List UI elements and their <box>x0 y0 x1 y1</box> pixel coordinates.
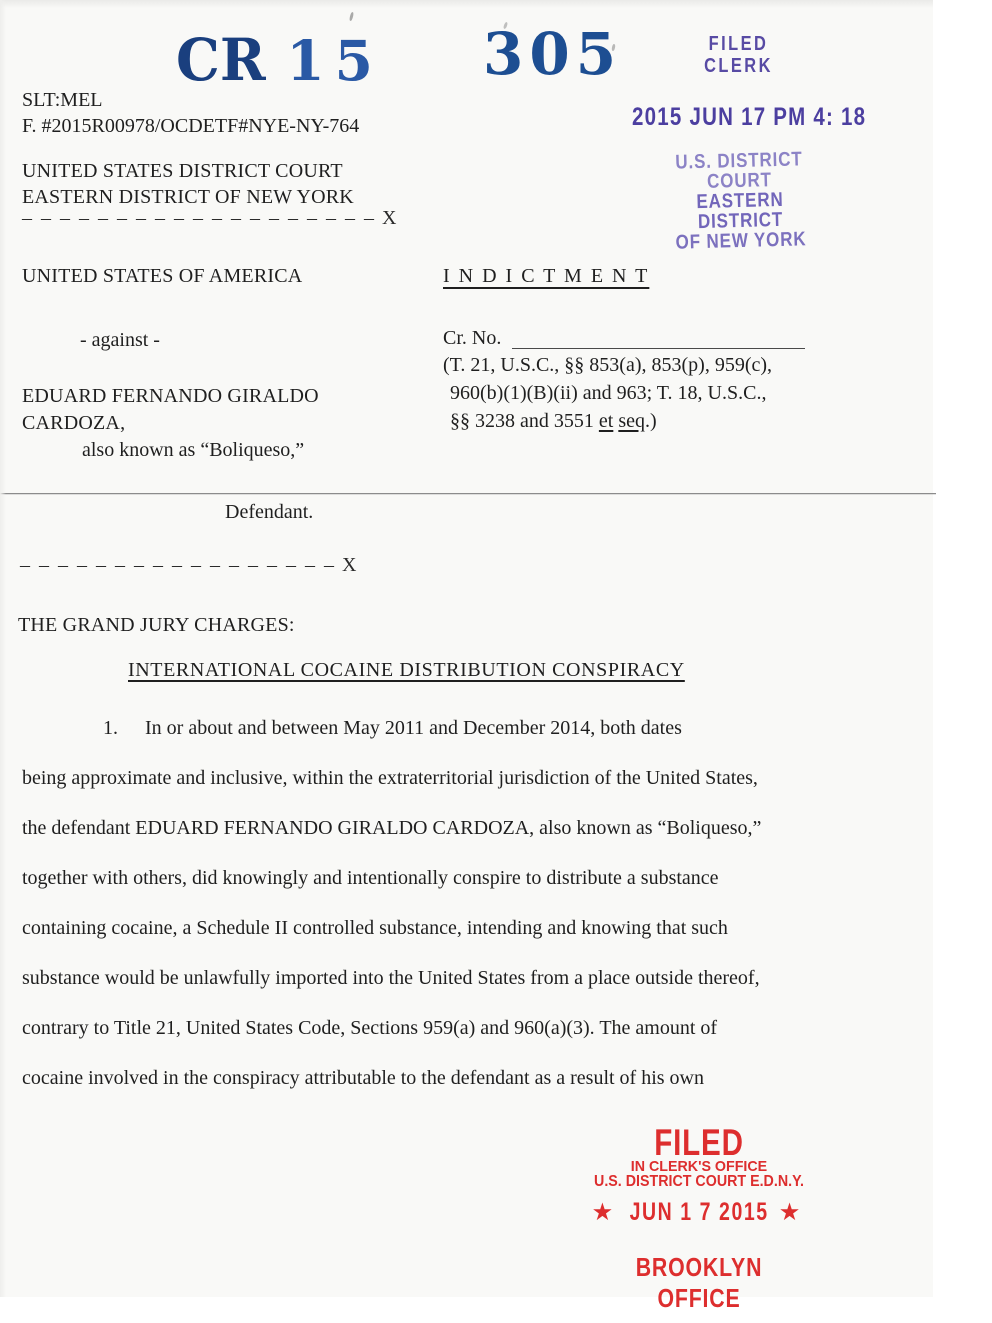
paragraph-number: 1. <box>103 717 118 739</box>
separator-dashes: – – – – – – – – – – – – – – – – – – – <box>22 207 374 229</box>
statute-citation-line3 <box>450 409 657 434</box>
scan-artifact <box>349 12 354 21</box>
filed-stamp-date-row <box>583 1198 815 1227</box>
cr-no-blank-line <box>512 330 805 349</box>
filed-stamp-line1: IN CLERK'S OFFICE <box>630 1158 768 1175</box>
cr-no-label: Cr. No. <box>443 327 502 349</box>
statute-citation-line1: (T. 21, U.S.C., §§ 853(a), 853(p), 959(c), <box>443 354 773 376</box>
star-icon: ★ <box>780 1201 799 1224</box>
body-line: the defendant EDUARD FERNANDO GIRALDO CARDOZA, also known as “Boliqueso,” <box>22 817 762 839</box>
body-line: substance would be unlawfully imported into the United States from a place outside thereof, <box>22 967 760 989</box>
separator-x: X <box>382 207 397 229</box>
district-court-stamp-line1: U.S. DISTRICT COURT <box>675 148 803 193</box>
statute-seq: seq <box>618 410 645 432</box>
case-file-number: F. #2015R00978/OCDETF#NYE-NY-764 <box>22 115 360 137</box>
indictment-title: I N D I C T M E N T <box>443 265 650 287</box>
clerk-datetime-stamp: 2015 JUN 17 PM 4: 18 <box>632 103 867 131</box>
body-line-text: In or about and between May 2011 and December 2014, both dates <box>145 717 682 739</box>
filed-stamp-title: FILED <box>654 1122 744 1163</box>
body-line: being approximate and inclusive, within the extraterritorial jurisdiction of the United States, <box>22 767 758 789</box>
cr-docket-prefix: CR <box>176 26 266 94</box>
count-title: INTERNATIONAL COCAINE DISTRIBUTION CONSPIRACY <box>128 659 685 681</box>
caption-separator-bottom <box>20 553 356 578</box>
attorney-initials: SLT:MEL <box>22 89 103 111</box>
defendant-name-line1: EDUARD FERNANDO GIRALDO <box>22 385 319 407</box>
district-court-stamp <box>635 148 846 253</box>
body-line: contrary to Title 21, United States Code, Sections 959(a) and 960(a)(3). The amount of <box>22 1017 718 1039</box>
district-court-stamp-line3: OF NEW YORK <box>675 228 807 254</box>
filed-stamp-line2: U.S. DISTRICT COURT E.D.N.Y. <box>594 1173 804 1190</box>
caption-separator-top <box>22 206 396 231</box>
scan-crease-line <box>0 493 936 494</box>
statute-citation-close: .) <box>645 410 657 432</box>
filed-clerk-stamp <box>676 33 801 77</box>
separator-x: X <box>342 554 357 576</box>
grand-jury-heading: THE GRAND JURY CHARGES: <box>18 614 295 636</box>
defendant-alias: also known as “Boliqueso,” <box>82 439 305 461</box>
filed-stamp-office: BROOKLYN OFFICE <box>635 1252 763 1313</box>
district-court-stamp-line2: EASTERN DISTRICT <box>696 188 784 234</box>
body-line: cocaine involved in the conspiracy attributable to the defendant as a result of his own <box>22 1067 705 1089</box>
docket-number-stamp: 305 <box>483 20 623 88</box>
court-name-line2: EASTERN DISTRICT OF NEW YORK <box>22 186 354 208</box>
body-line: containing cocaine, a Schedule II controlled substance, intending and knowing that such <box>22 917 728 939</box>
statute-et: et <box>598 410 614 432</box>
statute-citation-line3-pre: §§ 3238 and 3551 <box>450 410 594 432</box>
body-line: together with others, did knowingly and intentionally conspire to distribute a substance <box>22 867 719 889</box>
plaintiff-name: UNITED STATES OF AMERICA <box>22 265 303 287</box>
body-line <box>103 716 682 741</box>
court-name-line1: UNITED STATES DISTRICT COURT <box>22 160 343 182</box>
defendant-label: Defendant. <box>225 501 314 523</box>
star-icon: ★ <box>593 1201 612 1224</box>
filed-clerk-stamp-filed: FILED <box>708 33 769 55</box>
separator-dashes: – – – – – – – – – – – – – – – – – <box>20 554 334 576</box>
against-label: - against - <box>80 329 160 351</box>
cr-docket-year: 15 <box>286 28 383 93</box>
filed-stamp-date: JUN 1 7 2015 <box>629 1198 769 1226</box>
filed-clerk-stamp-clerk: CLERK <box>704 55 773 77</box>
cr-docket-stamp <box>176 26 383 94</box>
defendant-name-line2: CARDOZA, <box>22 412 126 434</box>
statute-citation-line2: 960(b)(1)(B)(ii) and 963; T. 18, U.S.C., <box>450 382 767 404</box>
